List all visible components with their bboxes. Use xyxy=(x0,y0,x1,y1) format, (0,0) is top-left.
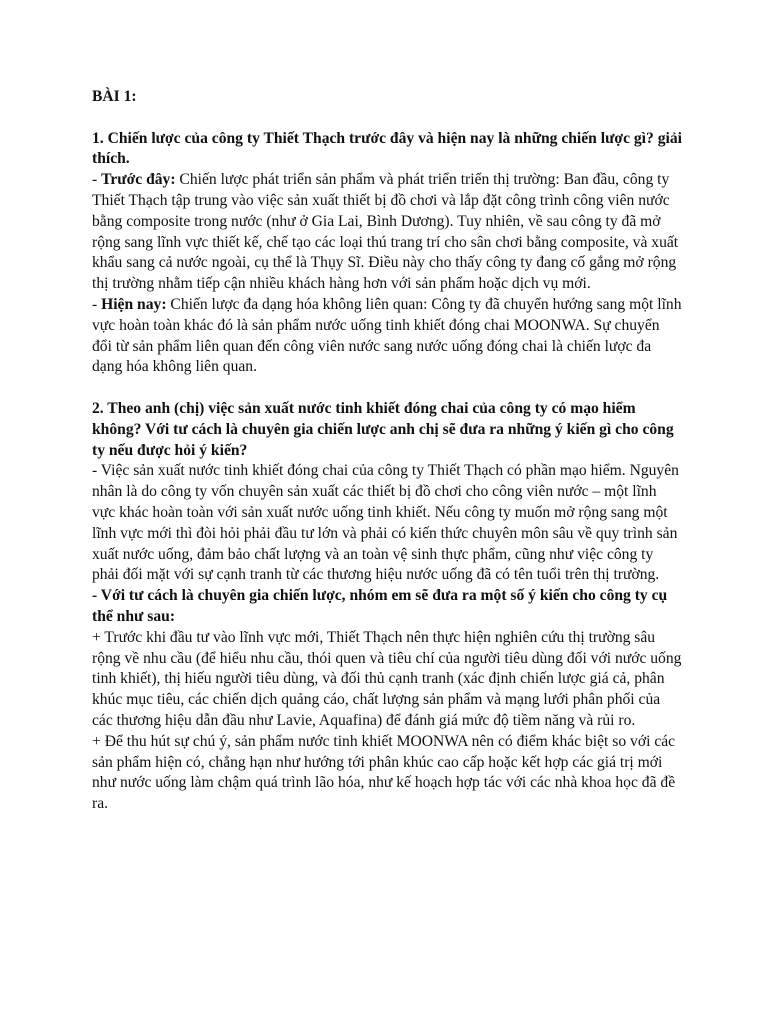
advice-heading: - Với tư cách là chuyên gia chiến lược, nhóm em sẽ đưa ra một số ý kiến cho công ty cụ thể như sau: xyxy=(92,587,668,625)
answer-now-prefix: - xyxy=(92,295,102,313)
answer-before-text: Chiến lược phát triển sản phẩm và phát triển triển thị trường: Ban đầu, công ty Thiết Thạch tập trung vào việc sản xuất thiết bị đồ chơi và lắp đặt công trình công viên nước bằng composite trong nước (như ở Gia Lai, Bình Dương). Tuy nhiên, về sau công ty đã mở rộng sang lĩnh vực thiết kế, chế tạo các loại thú trang trí cho sân chơi bằng composite, và xuất khẩu sang cả nước ngoài, cụ thể là Thụy Sĩ. Điều này cho thấy công ty đang cố gắng mở rộng thị trường nhằm tiếp cận nhiều khách hàng hơn với sản phẩm hoặc dịch vụ mới. xyxy=(92,171,679,293)
advice-item-2: + Để thu hút sự chú ý, sản phẩm nước tinh khiết MOONWA nên có điểm khác biệt so với các sản phẩm hiện có, chẳng hạn như hướng tới phân khúc cao cấp hoặc kết hợp các giá trị mới như nước uống làm chậm quá trình lão hóa, như kế hoạch hợp tác với các nhà khoa học đã đề ra. xyxy=(92,732,676,813)
answer-before-prefix: - xyxy=(92,171,102,189)
document-title: BÀI 1: xyxy=(92,88,137,105)
answer-now-text: Chiến lược đa dạng hóa không liên quan: Công ty đã chuyển hướng sang một lĩnh vực hoàn toàn khác đó là sản phẩm nước uống tinh khiết đóng chai MOONWA. Sự chuyển đổi từ sản phẩm liên quan đến công viên nước sang nước uống đóng chai là chiến lược đa dạng hóa không liên quan. xyxy=(92,295,682,376)
answer-before-label: Trước đây: xyxy=(101,171,176,189)
advice-item-1: + Trước khi đầu tư vào lĩnh vực mới, Thiết Thạch nên thực hiện nghiên cứu thị trường sâu rộng về nhu cầu (để hiểu nhu cầu, thói quen và tiêu chí của người tiêu dùng đối với nước uống tinh khiết), thị hiếu người tiêu dùng, và đối thủ cạnh tranh (xác định chiến lược giá cả, phân khúc mục tiêu, các chiến dịch quảng cáo, chất lượng sản phẩm và mạng lưới phân phối của các thương hiệu dẫn đầu như Lavie, Aquafina) để đánh giá mức độ tiềm năng và rủi ro. xyxy=(92,628,682,729)
answer-before-paragraph xyxy=(92,170,682,295)
answer-now-paragraph xyxy=(92,295,682,378)
document-page xyxy=(92,87,682,815)
answer-now-label: Hiện nay: xyxy=(101,295,167,313)
paragraph-spacer xyxy=(92,378,682,399)
question-1: 1. Chiến lược của công ty Thiết Thạch trước đây và hiện nay là những chiến lược gì? giải thích. xyxy=(92,129,682,168)
answer-risk-paragraph: - Việc sản xuất nước tinh khiết đóng chai của công ty Thiết Thạch có phần mạo hiểm. Nguyên nhân là do công ty vốn chuyên sản xuất các thiết bị đồ chơi cho công viên nước – một lĩnh vực khác hoàn toàn với sản xuất nước uống tinh khiết. Nếu công ty muốn mở rộng sang một lĩnh vực mới thì đòi hỏi phải đầu tư lớn và phải có kiến thức chuyên môn sâu về quy trình sản xuất nước uống, đảm bảo chất lượng và an toàn vệ sinh thực phẩm, cũng như việc công ty phải đối mặt với sự cạnh tranh từ các thương hiệu nước uống đã có tên tuổi trên thị trường. xyxy=(92,462,679,584)
question-2: 2. Theo anh (chị) việc sản xuất nước tinh khiết đóng chai của công ty có mạo hiểm không? Với tư cách là chuyên gia chiến lược anh chị sẽ đưa ra những ý kiến gì cho công ty nếu được hỏi ý kiến? xyxy=(92,399,674,459)
